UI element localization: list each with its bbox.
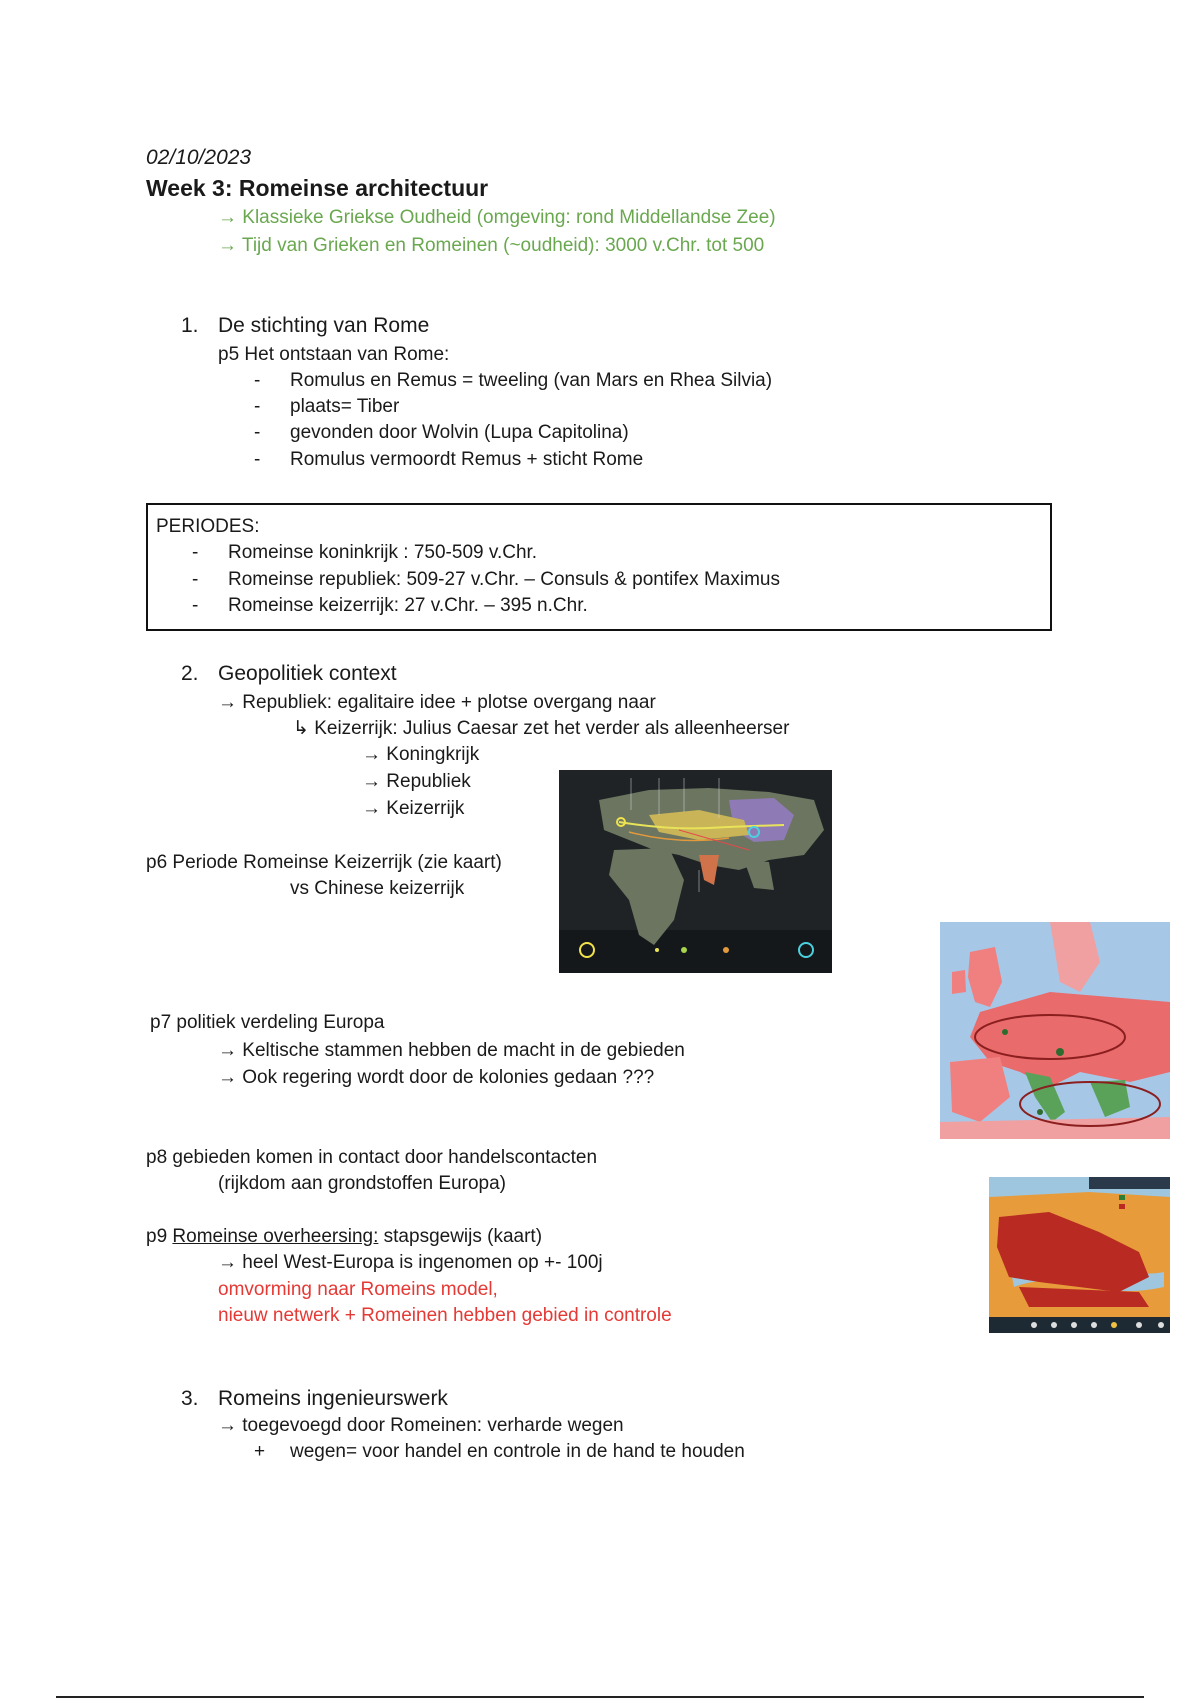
bullet-dash: - (254, 422, 261, 443)
bullet-dash: - (254, 449, 261, 470)
section-1-number: 1. (181, 314, 199, 337)
p9-rest: stapsgewijs (kaart) (378, 1226, 543, 1247)
intro-line-1: → Klassieke Griekse Oudheid (omgeving: rond Middellandse Zee) (218, 207, 776, 228)
bullet-dash: - (254, 370, 261, 391)
list-item: plaats= Tiber (290, 396, 400, 417)
p6-line-1: p6 Periode Romeinse Keizerrijk (zie kaart) (146, 852, 502, 873)
p9-line-2: → heel West-Europa is ingenomen op +- 100j (218, 1252, 603, 1273)
period-item: Romeinse koninkrijk : 750-509 v.Chr. (228, 542, 538, 563)
section-3-heading: Romeins ingenieurswerk (218, 1387, 448, 1410)
p9-heading (146, 1225, 542, 1249)
section-2-heading: Geopolitiek context (218, 662, 397, 685)
p8-line-2: (rijkdom aan grondstoffen Europa) (218, 1173, 506, 1194)
p7-line-2: → Ook regering wordt door de kolonies gedaan ??? (218, 1067, 655, 1088)
roman-empire-map-image (989, 1177, 1170, 1333)
bullet-dash: - (192, 542, 199, 563)
period-item: Romeinse republiek: 509-27 v.Chr. – Consuls & pontifex Maximus (228, 569, 780, 590)
list-item: gevonden door Wolvin (Lupa Capitolina) (290, 422, 629, 443)
p9-red-line-2: nieuw netwerk + Romeinen hebben gebied in controle (218, 1305, 672, 1326)
bullet-dash: - (192, 595, 199, 616)
bullet-dash: - (192, 569, 199, 590)
bullet-dash: - (254, 396, 261, 417)
p8-line-1: p8 gebieden komen in contact door handelscontacten (146, 1147, 598, 1168)
section-2-number: 2. (181, 662, 199, 685)
list-item: Romulus vermoordt Remus + sticht Rome (290, 449, 644, 470)
p7-heading: p7 politiek verdeling Europa (150, 1012, 385, 1033)
celtic-europe-map-image (940, 922, 1170, 1139)
silk-road-map-image (559, 770, 832, 973)
step-item: → Koningkrijk (362, 744, 480, 765)
list-item: Romulus en Remus = tweeling (van Mars en Rhea Silvia) (290, 370, 773, 391)
section-1-heading: De stichting van Rome (218, 314, 430, 337)
empire-line: ↳ Keizerrijk: Julius Caesar zet het verder als alleenheerser (293, 718, 790, 739)
intro-line-2: → Tijd van Grieken en Romeinen (~oudheid): 3000 v.Chr. tot 500 (218, 235, 765, 256)
section-3-line-1: → toegevoegd door Romeinen: verharde wegen (218, 1415, 624, 1436)
p9-underlined-term: Romeinse overheersing: (172, 1226, 379, 1247)
republic-line: → Republiek: egalitaire idee + plotse overgang naar (218, 692, 656, 713)
p6-line-2: vs Chinese keizerrijk (290, 878, 465, 899)
step-item: → Keizerrijk (362, 798, 465, 819)
step-item: → Republiek (362, 771, 471, 792)
section-1-subheading: p5 Het ontstaan van Rome: (218, 344, 450, 365)
document-date: 02/10/2023 (146, 146, 252, 169)
p9-red-line-1: omvorming naar Romeins model, (218, 1279, 498, 1300)
plus-bullet: + (254, 1441, 266, 1462)
p9-prefix: p9 (146, 1226, 173, 1247)
section-3-line-2: wegen= voor handel en controle in de hand te houden (290, 1441, 745, 1462)
periods-heading: PERIODES: (156, 516, 260, 537)
section-3-number: 3. (181, 1387, 199, 1410)
p7-line-1: → Keltische stammen hebben de macht in de gebieden (218, 1040, 685, 1061)
bottom-divider (56, 1696, 1144, 1698)
period-item: Romeinse keizerrijk: 27 v.Chr. – 395 n.Chr. (228, 595, 588, 616)
page-title: Week 3: Romeinse architectuur (146, 175, 489, 201)
